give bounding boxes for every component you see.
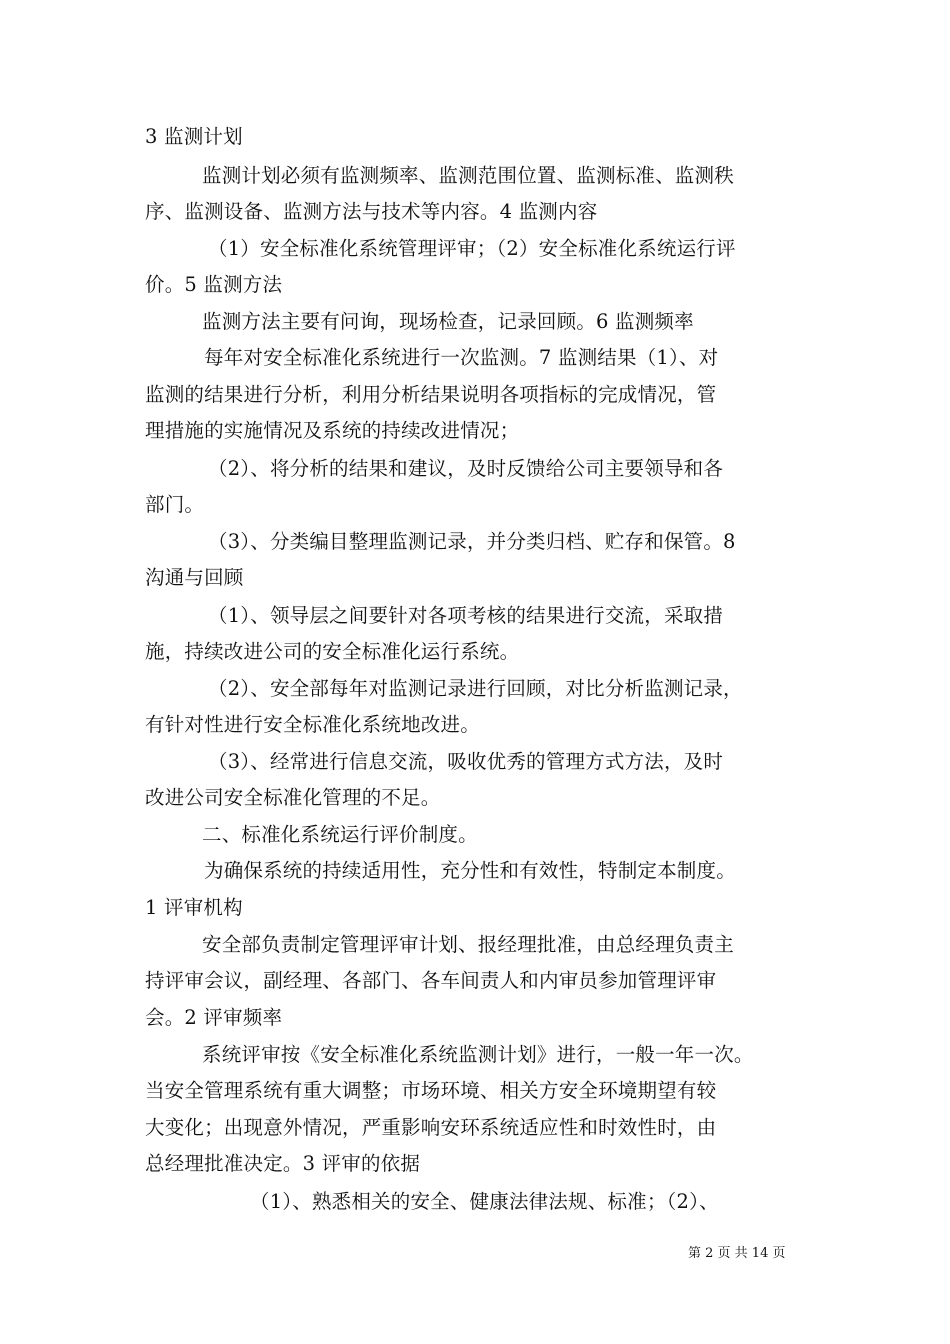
paragraph-line: 安全部负责制定管理评审计划、报经理批准，由总经理负责主 [202,933,734,956]
paragraph-line: （1）、领导层之间要针对各项考核的结果进行交流，采取措 [208,604,724,627]
paragraph-line: 总经理批准决定。3 评审的依据 [145,1152,421,1175]
paragraph-line: 会。2 评审频率 [145,1006,283,1029]
paragraph-line: （2）、安全部每年对监测记录进行回顾，对比分析监测记录， [208,677,743,700]
paragraph-line: 改进公司安全标准化管理的不足。 [145,786,441,809]
paragraph-line: 系统评审按《安全标准化系统监测计划》进行，一般一年一次。 [202,1043,754,1066]
paragraph-line: 理措施的实施情况及系统的持续改进情况； [145,419,520,442]
paragraph-line: 序、监测设备、监测方法与技术等内容。4 监测内容 [145,200,598,223]
paragraph-line: 施，持续改进公司的安全标准化运行系统。 [145,640,520,663]
paragraph-line: （3）、经常进行信息交流，吸收优秀的管理方式方法，及时 [208,750,724,773]
paragraph-line: （1）安全标准化系统管理评审；（2）安全标准化系统运行评 [208,237,736,260]
paragraph-line: 大变化；出现意外情况，严重影响安环系统适应性和时效性时，由 [145,1116,717,1139]
paragraph-line: （2）、将分析的结果和建议，及时反馈给公司主要领导和各 [208,457,724,480]
paragraph-line: 为确保系统的持续适用性，充分性和有效性，特制定本制度。 [204,859,736,882]
paragraph-line: （3）、分类编目整理监测记录，并分类归档、贮存和保管。8 [208,530,736,553]
paragraph-line: 监测的结果进行分析，利用分析结果说明各项指标的完成情况，管 [145,383,717,406]
page-number-footer: 第 2 页 共 14 页 [688,1246,786,1261]
paragraph-line: 部门。 [145,493,205,516]
paragraph-line: 监测计划必须有监测频率、监测范围位置、监测标准、监测秩 [202,164,734,187]
paragraph-line: 当安全管理系统有重大调整；市场环境、相关方安全环境期望有较 [145,1079,717,1102]
paragraph-line: （1）、熟悉相关的安全、健康法律法规、标准；（2）、 [250,1190,719,1213]
heading-review-body: 1 评审机构 [145,896,243,919]
paragraph-line: 沟通与回顾 [145,566,244,589]
paragraph-line: 价。5 监测方法 [145,273,283,296]
paragraph-line: 持评审会议，副经理、各部门、各车间责人和内审员参加管理评审 [145,969,717,992]
paragraph-line: 有针对性进行安全标准化系统地改进。 [145,713,480,736]
section-heading: 二、标准化系统运行评价制度。 [202,823,478,846]
heading-monitoring-plan: 3 监测计划 [145,125,243,148]
paragraph-line: 每年对安全标准化系统进行一次监测。7 监测结果（1）、对 [204,346,719,369]
paragraph-line: 监测方法主要有问询，现场检查，记录回顾。6 监测频率 [202,310,694,333]
